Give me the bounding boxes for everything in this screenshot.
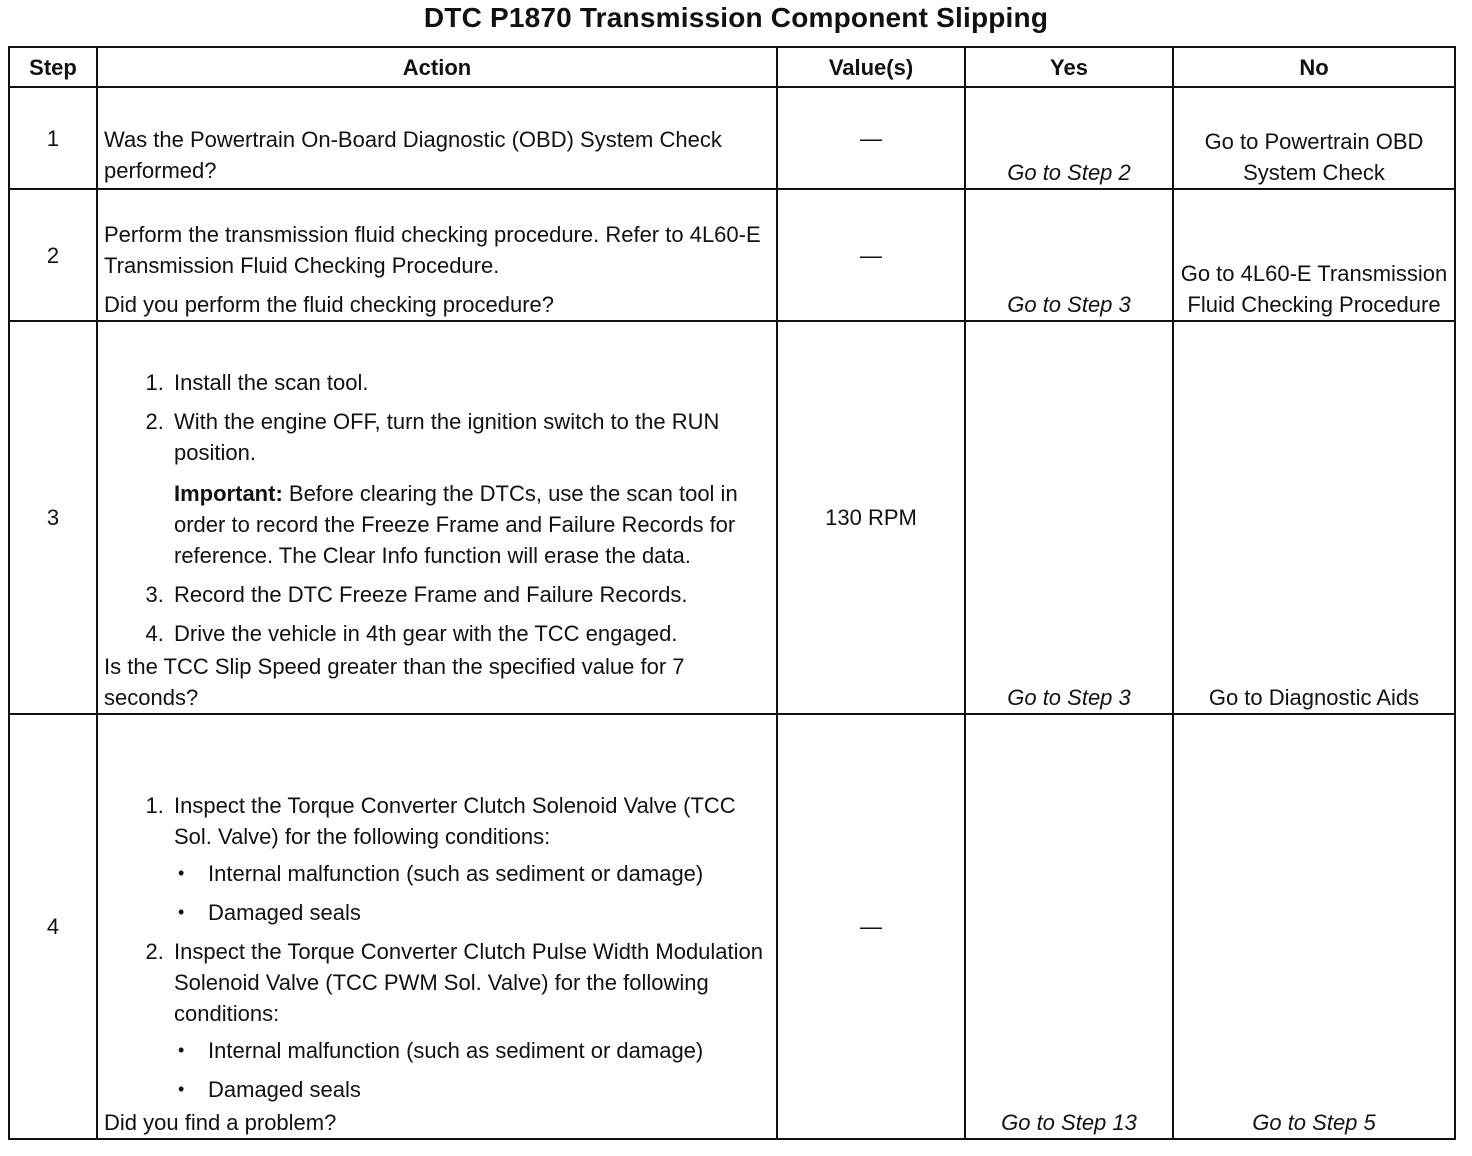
list-item (170, 367, 770, 398)
action-question: Was the Powertrain On-Board Diagnostic (OBD) System Check performed? (104, 127, 722, 183)
no-link[interactable]: Go to Step 5 (1173, 714, 1455, 1139)
list-item (170, 790, 770, 928)
action-cell (97, 87, 777, 189)
yes-link[interactable]: Go to Step 2 (965, 87, 1173, 189)
list-item: • Internal malfunction (such as sediment or damage) (176, 858, 770, 889)
list-item (170, 579, 770, 610)
list-item-text: Record the DTC Freeze Frame and Failure Records. (174, 582, 688, 607)
list-item: • Damaged seals (176, 897, 770, 928)
table-row (9, 714, 1455, 1139)
yes-link[interactable]: Go to Step 3 (965, 189, 1173, 321)
step-number: 3 (9, 321, 97, 714)
action-question: Is the TCC Slip Speed greater than the specified value for 7 seconds? (104, 654, 685, 710)
action-steps-list (104, 367, 770, 649)
list-item (170, 618, 770, 649)
important-text: Before clearing the DTCs, use the scan tool in order to record the Freeze Frame and Failure Records for reference. The Clear Info function will erase the data. (174, 481, 738, 568)
yes-link[interactable]: Go to Step 3 (965, 321, 1173, 714)
no-link[interactable]: Go to 4L60-E Transmission Fluid Checking Procedure (1173, 189, 1455, 321)
no-link[interactable]: Go to Diagnostic Aids (1173, 321, 1455, 714)
action-steps-list (104, 790, 770, 1105)
step-number: 4 (9, 714, 97, 1139)
header-yes: Yes (965, 47, 1173, 87)
table-row (9, 87, 1455, 189)
header-no: No (1173, 47, 1455, 87)
important-label: Important: (174, 481, 283, 506)
no-link[interactable]: Go to Powertrain OBD System Check (1173, 87, 1455, 189)
action-cell (97, 189, 777, 321)
table-header-row (9, 47, 1455, 87)
action-question: Did you perform the fluid checking procedure? (104, 292, 555, 317)
condition-list (174, 858, 770, 928)
list-item-text: Drive the vehicle in 4th gear with the TCC engaged. (174, 621, 678, 646)
value-cell: — (777, 87, 965, 189)
value-cell: — (777, 189, 965, 321)
page-title: DTC P1870 Transmission Component Slipping (423, 2, 1049, 33)
diagnostic-table (8, 46, 1456, 1140)
step-number: 1 (9, 87, 97, 189)
table-row (9, 321, 1455, 714)
list-item (170, 406, 770, 571)
list-item-text: Inspect the Torque Converter Clutch Solenoid Valve (TCC Sol. Valve) for the following conditions: (174, 793, 736, 849)
action-question: Did you find a problem? (104, 1110, 337, 1135)
action-instruction: Perform the transmission fluid checking procedure. Refer to 4L60-E Transmission Fluid Checking Procedure. (104, 222, 761, 278)
list-item: • Damaged seals (176, 1074, 770, 1105)
table-row (9, 189, 1455, 321)
list-item-text: With the engine OFF, turn the ignition switch to the RUN position. (174, 409, 720, 465)
step-number: 2 (9, 189, 97, 321)
value-cell: 130 RPM (777, 321, 965, 714)
header-values: Value(s) (777, 47, 965, 87)
list-item (170, 936, 770, 1105)
list-item-text: Inspect the Torque Converter Clutch Pulse Width Modulation Solenoid Valve (TCC PWM Sol. Valve) for the following conditions: (174, 939, 764, 1026)
condition-list (174, 1035, 770, 1105)
yes-link[interactable]: Go to Step 13 (965, 714, 1173, 1139)
important-note (174, 478, 770, 571)
list-item: • Internal malfunction (such as sediment or damage) (176, 1035, 770, 1066)
action-cell (97, 714, 777, 1139)
list-item-text: Install the scan tool. (174, 370, 369, 395)
header-action: Action (97, 47, 777, 87)
action-cell (97, 321, 777, 714)
header-step: Step (9, 47, 97, 87)
value-cell: — (777, 714, 965, 1139)
